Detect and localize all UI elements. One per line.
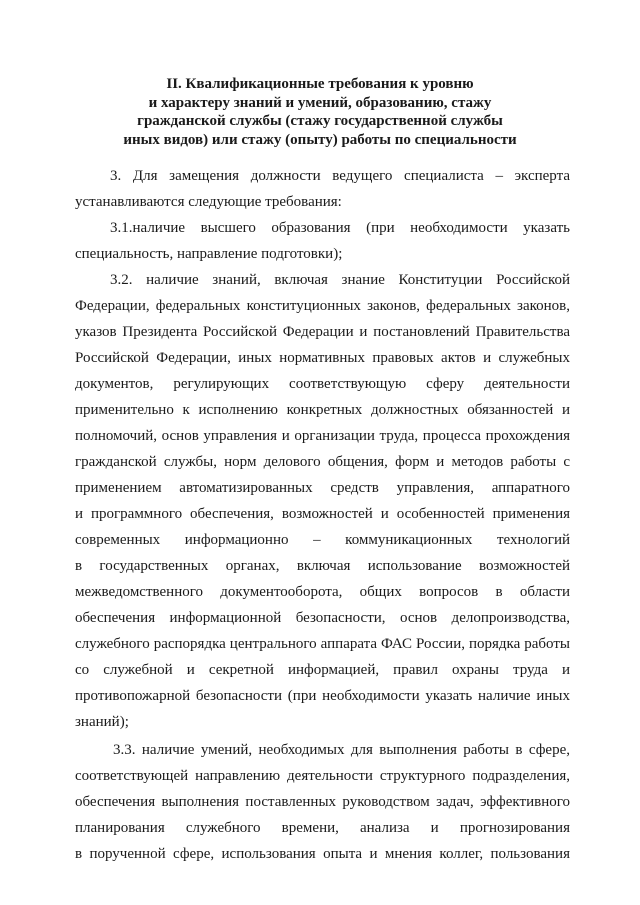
text-line: межведомственного документооборота, общих вопросов в области [75, 584, 570, 600]
text-line: устанавливаются следующие требования: [75, 194, 342, 210]
text-line: в порученной сфере, использования опыта и мнения коллег, пользования [75, 846, 570, 862]
text-line: применительно к исполнению конкретных должностных обязанностей и [75, 402, 570, 418]
text-line: 3.2. наличие знаний, включая знание Конституции Российской [110, 272, 570, 288]
text-line: гражданской службы, норм делового общения, форм и методов работы с [75, 454, 570, 470]
text-line: в государственных органах, включая использование возможностей [75, 558, 570, 574]
text-line: Российской Федерации, иных нормативных правовых актов и служебных [75, 350, 570, 366]
text-line: планирования служебного времени, анализа и прогнозирования [75, 820, 570, 836]
text-line: 3.1.наличие высшего образования (при необходимости указать [110, 220, 570, 236]
text-line: знаний); [75, 714, 129, 730]
heading-line-1: II. Квалификационные требования к уровню [166, 76, 474, 92]
text-line: соответствующей направлению деятельности структурного подразделения, [75, 768, 570, 784]
text-line: специальность, направление подготовки); [75, 246, 343, 262]
text-line: и программного обеспечения, возможностей и особенностей применения [75, 506, 570, 522]
text-line: указов Президента Российской Федерации и постановлений Правительства [75, 324, 570, 340]
text-line: Федерации, федеральных конституционных законов, федеральных законов, [75, 298, 570, 314]
text-line: 3. Для замещения должности ведущего специалиста – эксперта [110, 168, 570, 184]
section-heading [0, 75, 640, 149]
text-line: применением автоматизированных средств управления, аппаратного [75, 480, 570, 496]
text-line: современных информационно – коммуникационных технологий [75, 532, 570, 548]
text-line: служебного распорядка центрального аппарата ФАС России, порядка работы [75, 636, 570, 652]
text-line: документов, регулирующих соответствующую сферу деятельности [75, 376, 570, 392]
text-line: полномочий, основ управления и организации труда, процесса прохождения [75, 428, 570, 444]
text-line: обеспечения информационной безопасности, основ делопроизводства, [75, 610, 570, 626]
text-line: 3.3. наличие умений, необходимых для выполнения работы в сфере, [113, 742, 570, 758]
text-line: противопожарной безопасности (при необходимости указать наличие иных [75, 688, 570, 704]
text-line: со служебной и секретной информацией, правил охраны труда и [75, 662, 570, 678]
heading-line-2: и характеру знаний и умений, образованию, стажу [148, 94, 492, 111]
heading-line-3: гражданской службы (стажу государственной службы [137, 113, 503, 129]
text-line: обеспечения выполнения поставленных руководством задач, эффективного [75, 794, 570, 810]
heading-line-4: иных видов) или стажу (опыту) работы по специальности [123, 131, 517, 148]
